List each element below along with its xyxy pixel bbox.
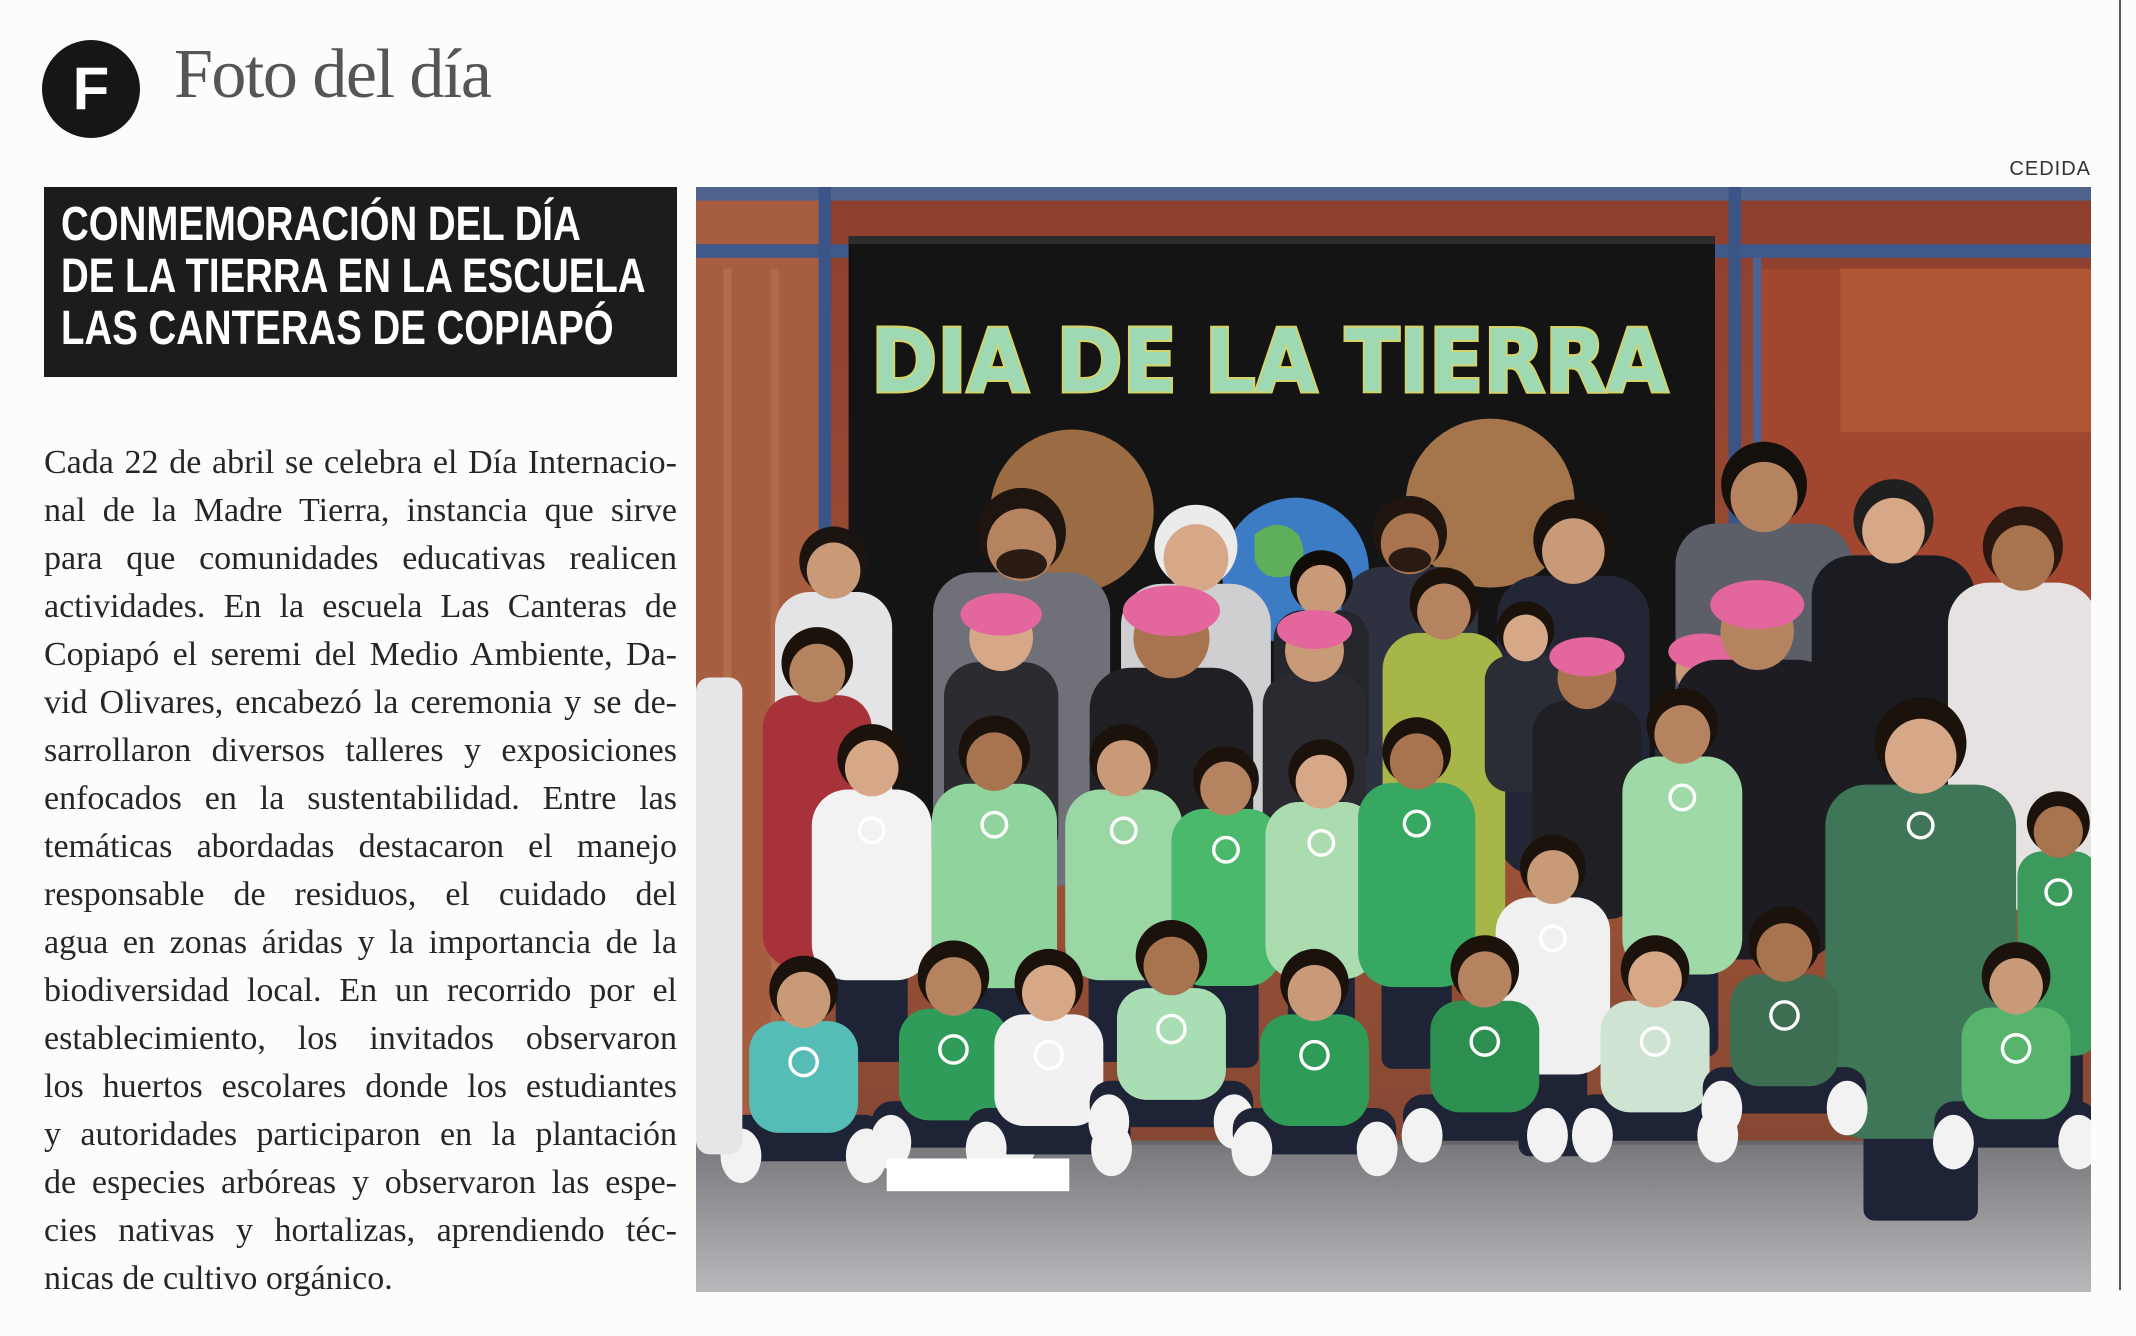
photo-pink-hat (1277, 610, 1352, 649)
photo-pink-hat (1549, 637, 1624, 676)
body-line: nal de la Madre Tierra, instancia que sirve (44, 492, 677, 529)
photo-face (777, 972, 831, 1028)
photo-scene (696, 187, 2091, 1292)
photo-face (1297, 565, 1346, 617)
photo-shoe (1701, 1081, 1742, 1136)
photo (696, 187, 2091, 1292)
photo-shoe (1088, 1094, 1129, 1149)
body-line: y autoridades participaron en la plantación (44, 1116, 677, 1153)
photo-face (1200, 762, 1251, 816)
photo-face (845, 740, 899, 796)
body-line: los huertos escolares donde los estudiantes (44, 1068, 677, 1105)
photo-pink-hat (960, 593, 1041, 636)
photo-face (1542, 518, 1605, 584)
body-line: responsable de residuos, el cuidado del (44, 876, 677, 913)
photo-wall-panel (1840, 269, 2091, 433)
body-line: establecimiento, los invitados observaron (44, 1020, 677, 1057)
photo-face (807, 543, 861, 599)
photo-shoe (1231, 1122, 1272, 1177)
photo-face (1527, 850, 1578, 904)
body-line: agua en zonas áridas y la importancia de la (44, 924, 677, 961)
photo-face (1144, 937, 1200, 996)
photo-shoe (1827, 1081, 1868, 1136)
photo-banner-rod (849, 236, 1715, 244)
photo-shoe (1357, 1122, 1398, 1177)
photo-face (1992, 525, 2055, 591)
body-line: sarrollaron diversos talleres y exposiciones (44, 732, 677, 769)
headline-box (44, 187, 677, 377)
body-line: nicas de cultivo orgánico. (44, 1260, 393, 1297)
photo-face (1885, 719, 1956, 794)
body-line: para que comunidades educativas realicen (44, 540, 677, 577)
scan-edge (2119, 0, 2121, 1290)
photo-face (1164, 524, 1229, 592)
photo-face (1989, 958, 2043, 1014)
photo-face (1390, 733, 1444, 789)
body-line: cies nativas y hortalizas, aprendiendo téc- (44, 1212, 677, 1249)
photo-beard (1389, 547, 1432, 572)
body-line: biodiversidad local. En un recorrido por el (44, 972, 677, 1009)
body-line: Copiapó el seremi del Medio Ambiente, Da- (44, 636, 677, 673)
photo-face (1654, 705, 1710, 764)
photo-beard (996, 549, 1047, 579)
headline-line: CONMEMORACIÓN DEL DÍA (61, 198, 581, 251)
section-title: Foto del día (174, 36, 491, 113)
photo-face (1862, 498, 1925, 564)
photo-face (1458, 951, 1512, 1007)
photo-shoe (1933, 1115, 1974, 1170)
body-line: de especies arbóreas y observaron las espe- (44, 1164, 677, 1201)
photo-credit: CEDIDA (2009, 158, 2091, 180)
photo-face (1628, 951, 1682, 1007)
photo-redaction-bar (887, 1158, 1070, 1191)
body-line: actividades. En la escuela Las Canteras de (44, 588, 677, 625)
photo-pink-hat (1710, 580, 1804, 629)
photo-shoe (1402, 1108, 1443, 1163)
photo-shoe (1527, 1108, 1568, 1163)
body-line: temáticas abordadas destacaron el manejo (44, 828, 677, 865)
photo-person-cut-off (696, 678, 742, 1155)
photo-face (1022, 965, 1076, 1021)
photo-shoe (1572, 1108, 1613, 1163)
photo-face (2034, 806, 2083, 858)
body-line: Cada 22 de abril se celebra el Día Internacio- (44, 444, 677, 481)
photo-face (1503, 615, 1548, 662)
photo-face (789, 644, 845, 703)
headline-line: LAS CANTERAS DE COPIAPÓ (61, 302, 614, 355)
photo-banner-text: DIA DE LA TIERRA (871, 310, 1669, 413)
photo-face (926, 957, 982, 1016)
body-line: enfocados en la sustentabilidad. Entre las (44, 780, 677, 817)
article-body (44, 439, 677, 1303)
section-logo: F (42, 40, 140, 138)
photo-face (966, 732, 1022, 791)
body-line: vid Olivares, encabezó la ceremonia y se de- (44, 684, 677, 721)
photo-ceiling-trim (696, 187, 2091, 201)
photo-face (1731, 462, 1798, 532)
photo-pink-hat (1123, 585, 1220, 636)
photo-face (1417, 583, 1471, 639)
photo-face (1097, 740, 1151, 796)
photo-face (1296, 755, 1347, 809)
photo-face (1757, 923, 1813, 982)
headline-line: DE LA TIERRA EN LA ESCUELA (61, 250, 646, 303)
photo-face (1288, 965, 1342, 1021)
